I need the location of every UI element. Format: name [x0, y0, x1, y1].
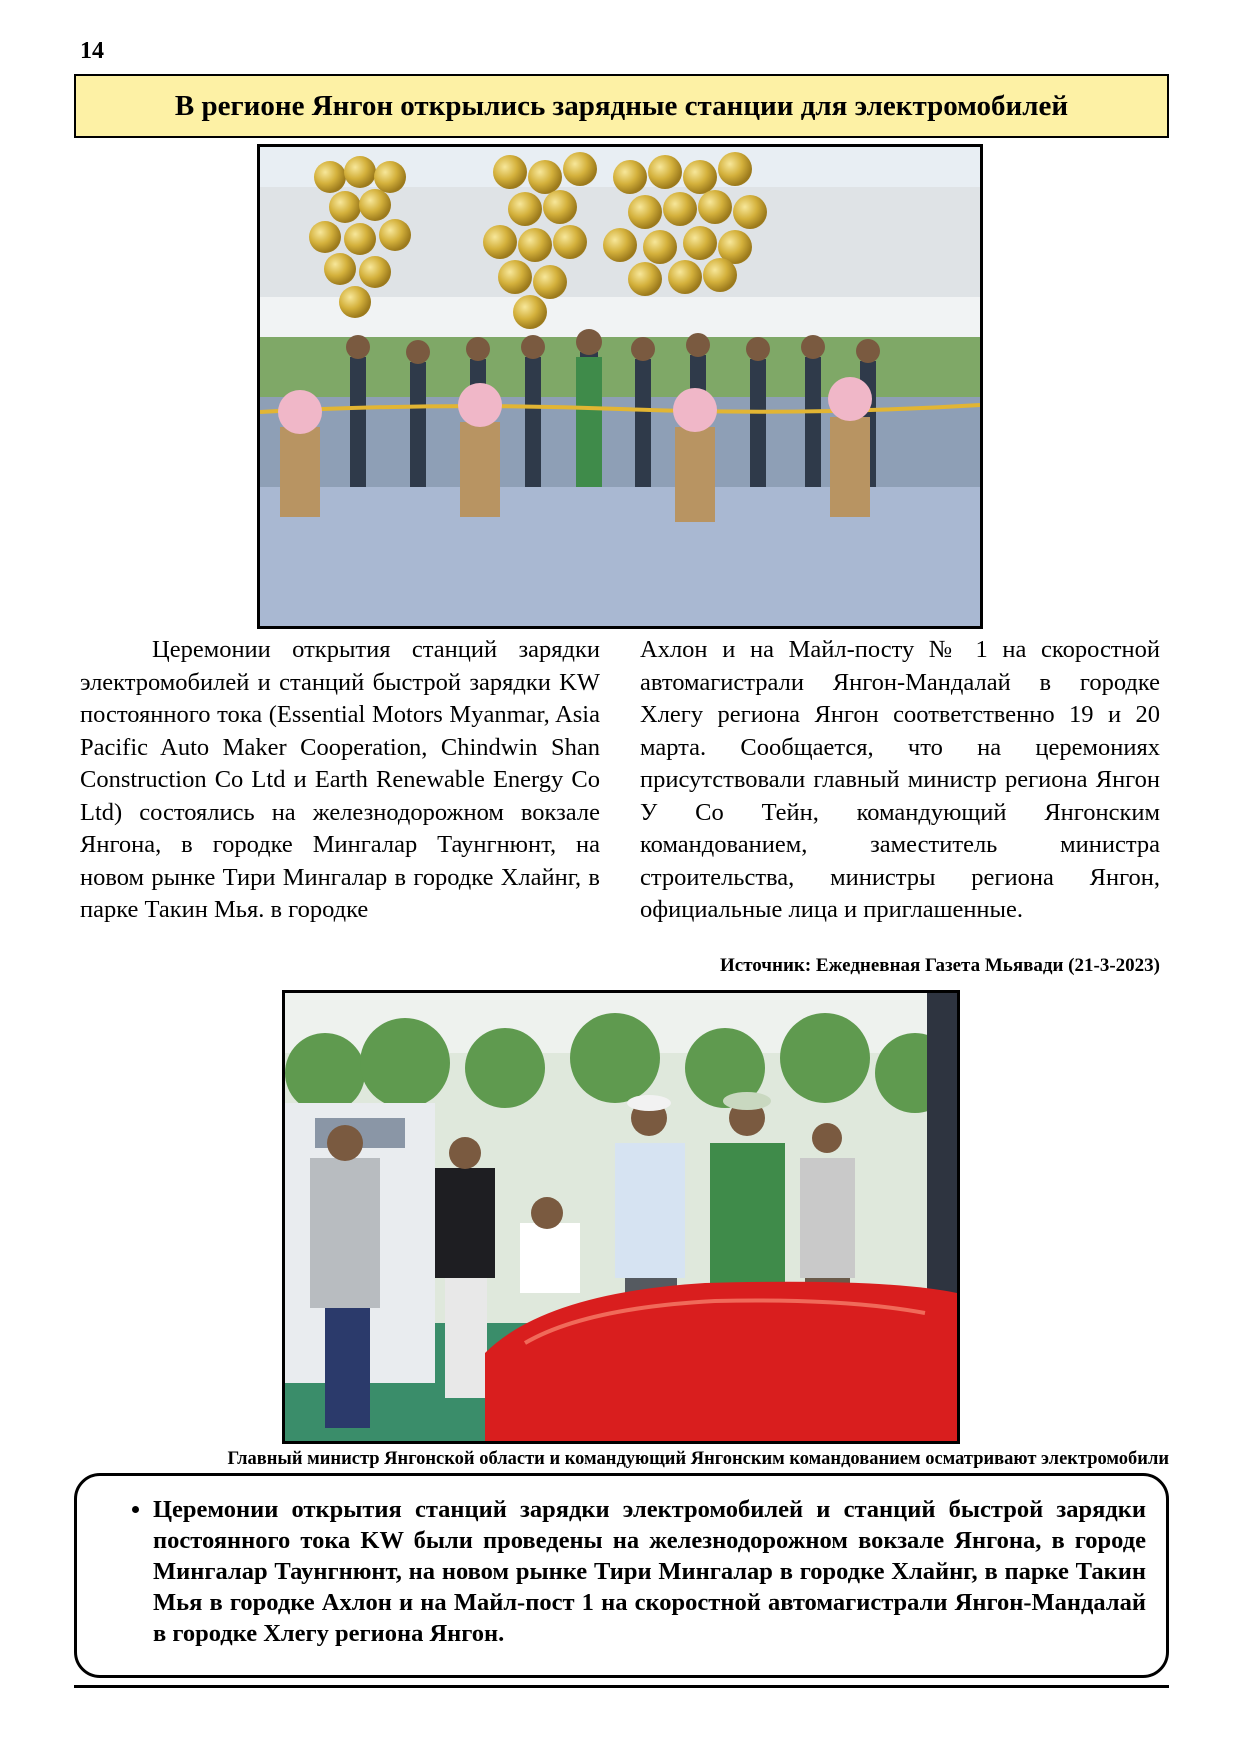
- article-source: Источник: Ежедневная Газета Мьявади (21-3-2023): [720, 955, 1160, 976]
- summary-box: [74, 1473, 1169, 1678]
- summary-list: [131, 1494, 1146, 1649]
- ribbon-cutting-photo: [257, 144, 983, 629]
- article-title: В регионе Янгон открылись зарядные станции для электромобилей: [174, 89, 1069, 122]
- bottom-divider: [74, 1685, 1169, 1688]
- article-text-right: Ахлон и на Майл-посту № 1 на скоростной автомагистрали Янгон-Мандалай в городке Хлегу региона Янгон соответственно 19 и 20 марта. Сообщается, что на церемониях присутствовали главный министр региона Янгон У Со Тейн, командующий Янгонским командованием, заместитель министра строительства, министры региона Янгон, официальные лица и приглашенные.: [640, 636, 1160, 923]
- summary-bullet: • Церемонии открытия станций зарядки электромобилей и станций быстрой зарядки постоянного тока KW были проведены на железнодорожном вокзале Янгона, в городе Мингалар Таунгнюнт, на новом рынке Тири Мингалар в городке Хлайнг, в парке Такин Мья в городке Ахлон и на Майл-пост 1 на скоростной автомагистрали Янгон-Мандалай в городке Хлегу региона Янгон.: [153, 1494, 1146, 1649]
- article-title-box: [74, 74, 1169, 138]
- page-number: 14: [80, 38, 104, 64]
- article-text-left: Церемонии открытия станций зарядки электромобилей и станций быстрой зарядки KW постоянного тока (Essential Motors Myanmar, Asia Pacific Auto Maker Cooperation, Chindwin Shan Construction Co Ltd и Earth Renewable Energy Co Ltd) состоялись на железнодорожном вокзале Янгона, в городке Мингалар Таунгнюнт, на новом рынке Тири Мингалар в городке Хлайнг, в парке Такин Мья. в городке: [80, 636, 600, 923]
- ev-inspection-photo: [282, 990, 960, 1444]
- photo-caption: Главный министр Янгонской области и командующий Янгонским командованием осматривают электромобили: [227, 1449, 1169, 1469]
